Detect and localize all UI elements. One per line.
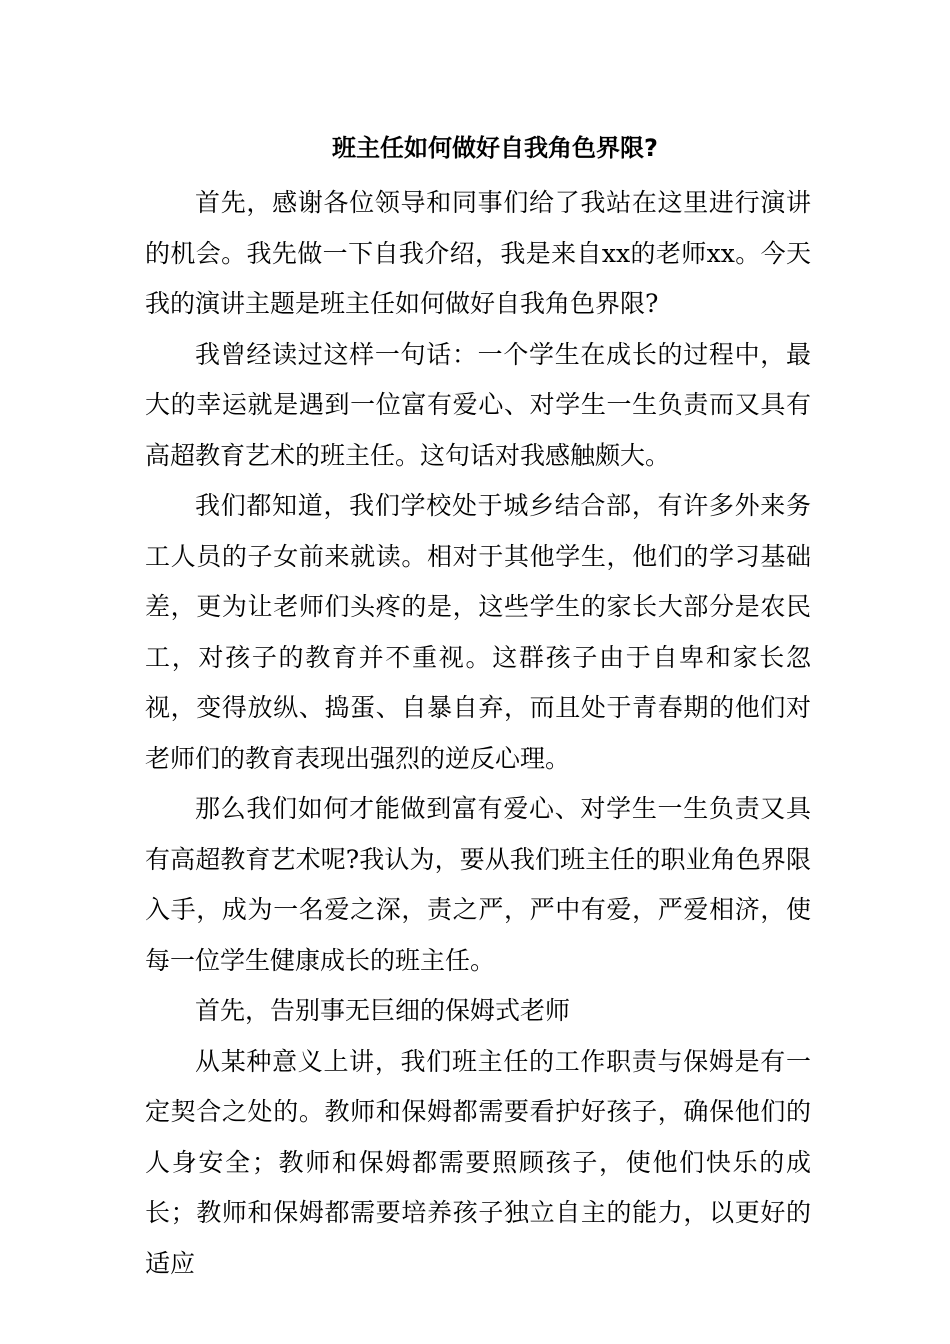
- document-body: [145, 178, 811, 1289]
- paragraph-heading-first: 首先，告别事无巨细的保姆式老师: [195, 996, 571, 1025]
- paragraph-quote: 我曾经读过这样一句话：一个学生在成长的过程中，最大的幸运就是遇到一位富有爱心、对学生一生负责而又具有高超教育艺术的班主任。这句话对我感触颇大。: [145, 339, 811, 470]
- paragraph-background: 我们都知道，我们学校处于城乡结合部，有许多外来务工人员的子女前来就读。相对于其他学生，他们的学习基础差，更为让老师们头疼的是，这些学生的家长大部分是农民工，对孩子的教育并不重视。这群孩子由于自卑和家长忽视，变得放纵、捣蛋、自暴自弃，而且处于青春期的他们对老师们的教育表现出强烈的逆反心理。: [145, 491, 811, 773]
- paragraph-nanny-comparison: 从某种意义上讲，我们班主任的工作职责与保姆是有一定契合之处的。教师和保姆都需要看护好孩子，确保他们的人身安全；教师和保姆都需要照顾孩子，使他们快乐的成长；教师和保姆都需要培养孩子独立自主的能力，以更好的适应: [145, 1046, 811, 1278]
- document-title: 班主任如何做好自我角色界限?: [332, 134, 658, 162]
- paragraph-question: 那么我们如何才能做到富有爱心、对学生一生负责又具有高超教育艺术呢?我认为，要从我们班主任的职业角色界限入手，成为一名爱之深，责之严，严中有爱，严爱相济，使每一位学生健康成长的班主任。: [145, 794, 811, 975]
- paragraph-intro: 首先，感谢各位领导和同事们给了我站在这里进行演讲的机会。我先做一下自我介绍，我是来自xx的老师xx。今天我的演讲主题是班主任如何做好自我角色界限?: [145, 188, 811, 318]
